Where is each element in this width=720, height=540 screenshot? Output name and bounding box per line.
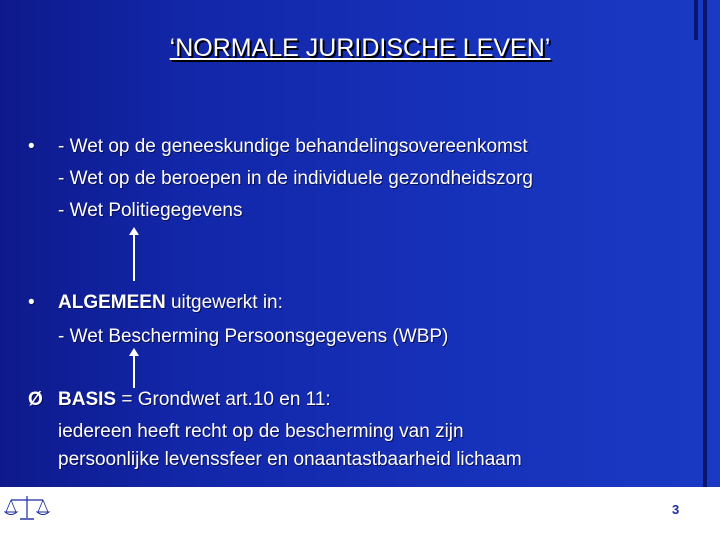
bullet-line: - Wet Bescherming Persoonsgegevens (WBP) bbox=[58, 326, 449, 347]
bullet-line: persoonlijke levenssfeer en onaantastbaarheid lichaam bbox=[58, 449, 522, 470]
footer-band bbox=[0, 487, 720, 540]
footer-panel bbox=[0, 487, 712, 540]
slide-title: ‘NORMALE JURIDISCHE LEVEN’ bbox=[169, 34, 551, 62]
bullet-line: - Wet op de geneeskundige behandelingsovereenkomst bbox=[58, 136, 528, 157]
bullet-marker: • bbox=[28, 136, 35, 157]
bullet-line: iedereen heeft recht op de bescherming van zijn bbox=[58, 421, 464, 442]
scales-of-justice-icon bbox=[3, 490, 51, 526]
right-edge-bar bbox=[703, 0, 707, 500]
arrow-bullet-marker: Ø bbox=[28, 389, 43, 410]
bullet-heading-rest: = Grondwet art.10 en 11: bbox=[116, 389, 331, 410]
bullet-heading-rest: uitgewerkt in: bbox=[165, 292, 283, 313]
bullet-bold-term: BASIS bbox=[58, 389, 117, 410]
page-number: 3 bbox=[672, 502, 680, 517]
bullet-line: - Wet Politiegegevens bbox=[58, 200, 243, 221]
bullet-bold-term: ALGEMEEN bbox=[58, 292, 166, 313]
up-arrow-icon bbox=[129, 227, 139, 281]
bullet-marker: • bbox=[28, 292, 35, 313]
up-arrow-icon bbox=[129, 348, 139, 388]
bullet-heading bbox=[58, 384, 331, 416]
bullet-heading bbox=[58, 287, 283, 319]
bullet-line: - Wet op de beroepen in de individuele gezondheidszorg bbox=[58, 168, 533, 189]
